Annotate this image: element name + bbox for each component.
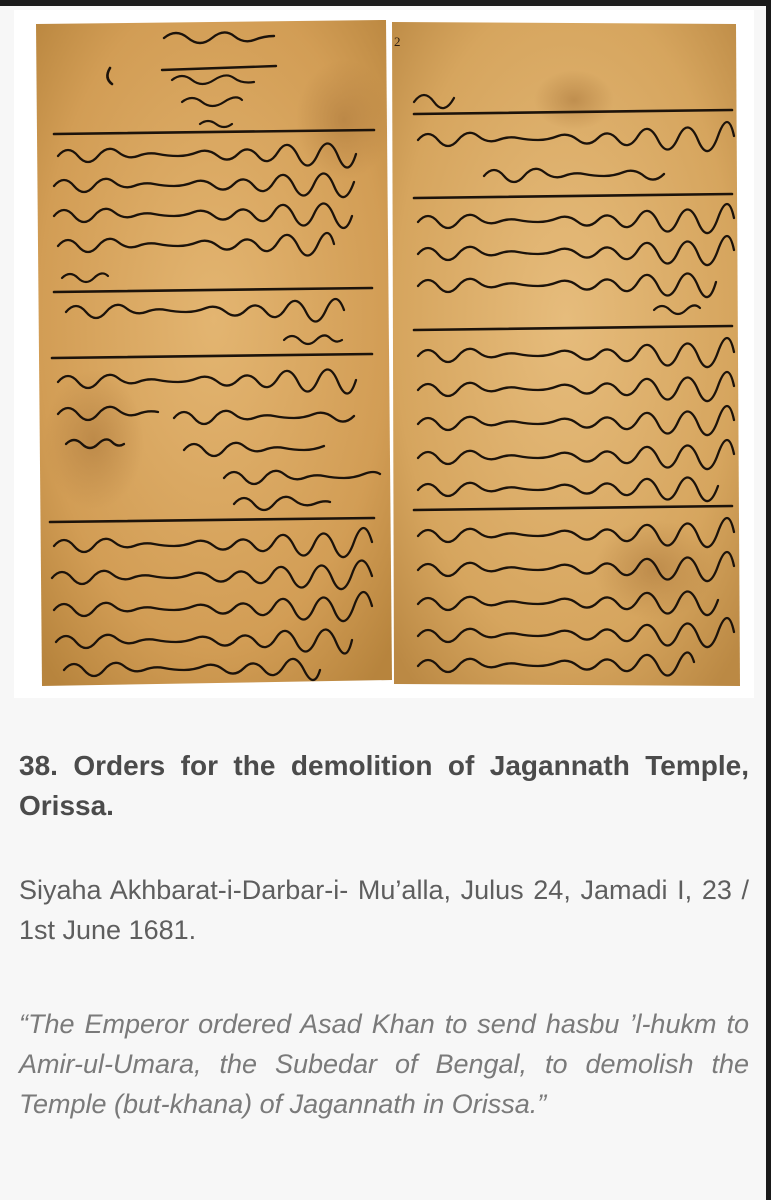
right-border bbox=[766, 0, 771, 1200]
paper-stain bbox=[296, 60, 392, 180]
figure-caption: 38. Orders for the demolition of Jagannath Temple, Orissa. bbox=[19, 750, 749, 821]
top-border bbox=[0, 0, 771, 6]
paper-stain bbox=[594, 520, 714, 620]
source-citation: Siyaha Akhbarat-i-Darbar-i- Mu’alla, Julus 24, Jamadi I, 23 / 1st June 1681. bbox=[19, 875, 749, 945]
manuscript-image bbox=[14, 10, 754, 698]
page-number: 2 bbox=[394, 34, 401, 49]
paper-stain bbox=[534, 70, 614, 130]
manuscript-scan bbox=[14, 10, 754, 698]
quoted-order: “The Emperor ordered Asad Khan to send hasbu ’l-hukm to Amir-ul-Umara, the Subedar of Bengal, to demolish the Temple (but-khana) of Jagannath in Orissa.” bbox=[19, 1009, 749, 1119]
paper-stain bbox=[44, 370, 144, 510]
